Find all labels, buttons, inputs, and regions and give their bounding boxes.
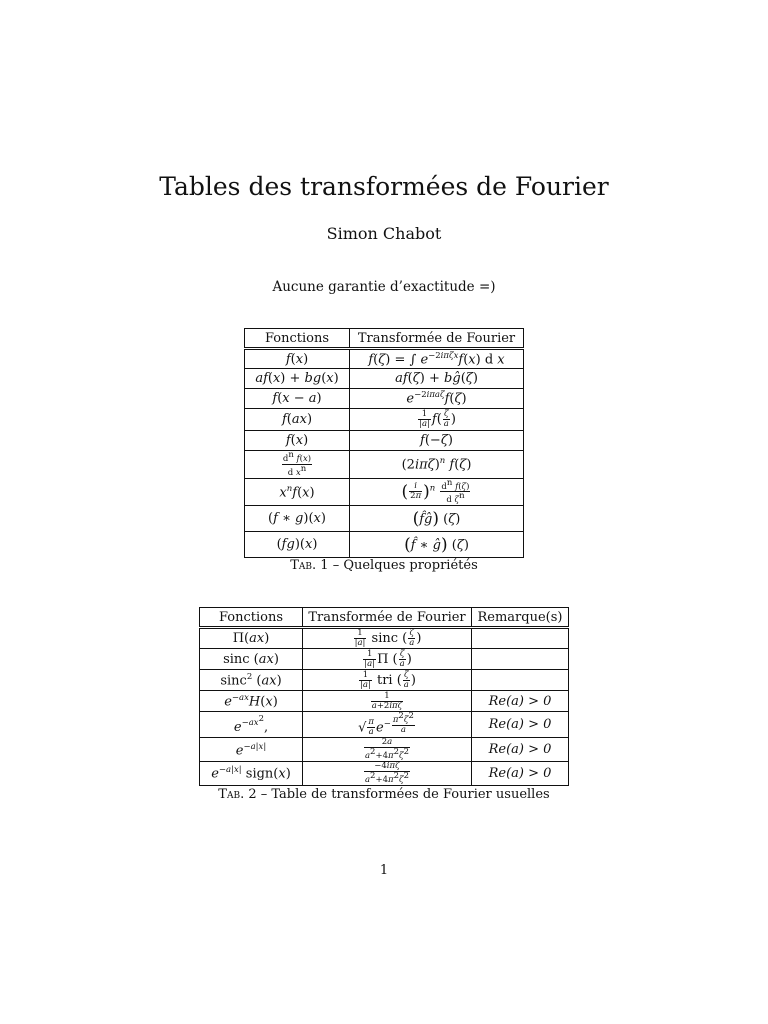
formula-cell: f(x) <box>245 431 350 451</box>
table-header-row <box>200 608 569 628</box>
formula-cell: $x^nf(x)$ <box>245 478 350 506</box>
table-row <box>200 649 569 670</box>
properties-table <box>244 328 524 558</box>
table-row <box>200 712 569 738</box>
formula-cell: $\frac{1}{|a|}$ f( $\frac{\zeta}{a}$ ) <box>350 409 524 431</box>
remark-cell <box>472 628 569 649</box>
formula-cell: sinc (ax) <box>200 649 303 670</box>
formula-cell: $\frac{1}{|a|}$ sinc ( $\frac{\zeta}{a}$ ) <box>303 628 472 649</box>
formula-cell: (f ∗ g)(x) <box>245 506 350 532</box>
formula-cell: $e^{-2i\pi a\zeta}f(\zeta)$ <box>350 389 524 409</box>
remark-cell: Re(a) > 0 <box>472 738 569 762</box>
formula-cell: (f̂ĝ) (ζ) <box>350 506 524 532</box>
table-header-row <box>245 329 524 349</box>
header-transformee: Transformée de Fourier <box>303 608 472 628</box>
table1-caption <box>0 558 768 573</box>
formula-cell: $(2i\pi\zeta)^n$ f(ζ) <box>350 451 524 479</box>
table-row <box>200 738 569 762</box>
formula-cell: sinc$^2$ (ax) <box>200 670 303 691</box>
formula-cell: $e^{-a|x|}$ <box>200 738 303 762</box>
remark-cell: Re(a) > 0 <box>472 712 569 738</box>
header-fonctions: Fonctions <box>245 329 350 349</box>
formula-cell: $e^{-a|x|}$ sign(x) <box>200 762 303 786</box>
author-name: Simon Chabot <box>326 224 442 243</box>
formula-cell: f(ax) <box>245 409 350 431</box>
formula-cell: (fg)(x) <box>245 532 350 558</box>
page-number: 1 <box>379 863 389 878</box>
caption-text: 2 – Table de transformées de Fourier usuelles <box>244 787 550 802</box>
table-row <box>245 431 524 451</box>
table-row <box>245 532 524 558</box>
formula-cell: $\frac{1}{|a|}$ tri ( $\frac{\zeta}{a}$ ) <box>303 670 472 691</box>
formula-cell: −4iπζ $a^2+4\pi^2\zeta^2$ <box>303 762 472 786</box>
formula-cell: 1 a+2iπζ <box>303 691 472 712</box>
table-row <box>200 670 569 691</box>
document-title: Tables des transformées de Fourier <box>159 172 609 201</box>
table-row <box>245 389 524 409</box>
formula-cell: $e^{-ax}H(x)$ <box>200 691 303 712</box>
formula-cell: af(x) + bg(x) <box>245 369 350 389</box>
table2-caption <box>0 787 768 802</box>
header-transformee: Transformée de Fourier <box>350 329 524 349</box>
formula-cell: $\frac{d^n f(x)}{d x^n}$ <box>245 451 350 479</box>
formula-cell: (f̂ ∗ ĝ) (ζ) <box>350 532 524 558</box>
caption-label: Tab. <box>218 787 245 802</box>
formula-cell: $e^{-ax^2}$, <box>200 712 303 738</box>
remark-cell: Re(a) > 0 <box>472 691 569 712</box>
remark-cell: Re(a) > 0 <box>472 762 569 786</box>
formula-cell: $\frac{1}{|a|}$ Π ( $\frac{\zeta}{a}$ ) <box>303 649 472 670</box>
formula-cell: $\frac{2a}{a^2+4\pi^2\zeta^2}$ <box>303 738 472 762</box>
caption-text: 1 – Quelques propriétés <box>316 558 478 573</box>
header-remarques: Remarque(s) <box>472 608 569 628</box>
disclaimer-note: Aucune garantie d’exactitude =) <box>272 279 496 295</box>
formula-cell: f(x) <box>245 349 350 369</box>
table-row <box>245 506 524 532</box>
formula-cell: af(ζ) + bĝ(ζ) <box>350 369 524 389</box>
table-row <box>245 409 524 431</box>
table-row <box>200 691 569 712</box>
remark-cell <box>472 670 569 691</box>
formula-cell: √ $\frac{\pi}{a}$ $e^{- \frac{\pi^2\zeta^2}{a}}$ <box>303 712 472 738</box>
remark-cell <box>472 649 569 670</box>
table-row <box>245 369 524 389</box>
table-row <box>245 349 524 369</box>
formula-cell: f(−ζ) <box>350 431 524 451</box>
formula-cell: Π(ax) <box>200 628 303 649</box>
table-row <box>200 628 569 649</box>
formula-cell: f(x − a) <box>245 389 350 409</box>
formula-cell: ( $\frac{i}{2\pi}$ )$^n$ $\frac{d^n f(\zeta)}{d \zeta^n}$ <box>350 478 524 506</box>
usual-transforms-table <box>199 607 569 786</box>
table-row <box>245 478 524 506</box>
caption-label: Tab. <box>290 558 317 573</box>
formula-cell: f(ζ) = ∫ $e^{-2i\pi\zeta x}f(x)$ d x <box>350 349 524 369</box>
header-fonctions: Fonctions <box>200 608 303 628</box>
table-row <box>200 762 569 786</box>
table-row <box>245 451 524 479</box>
